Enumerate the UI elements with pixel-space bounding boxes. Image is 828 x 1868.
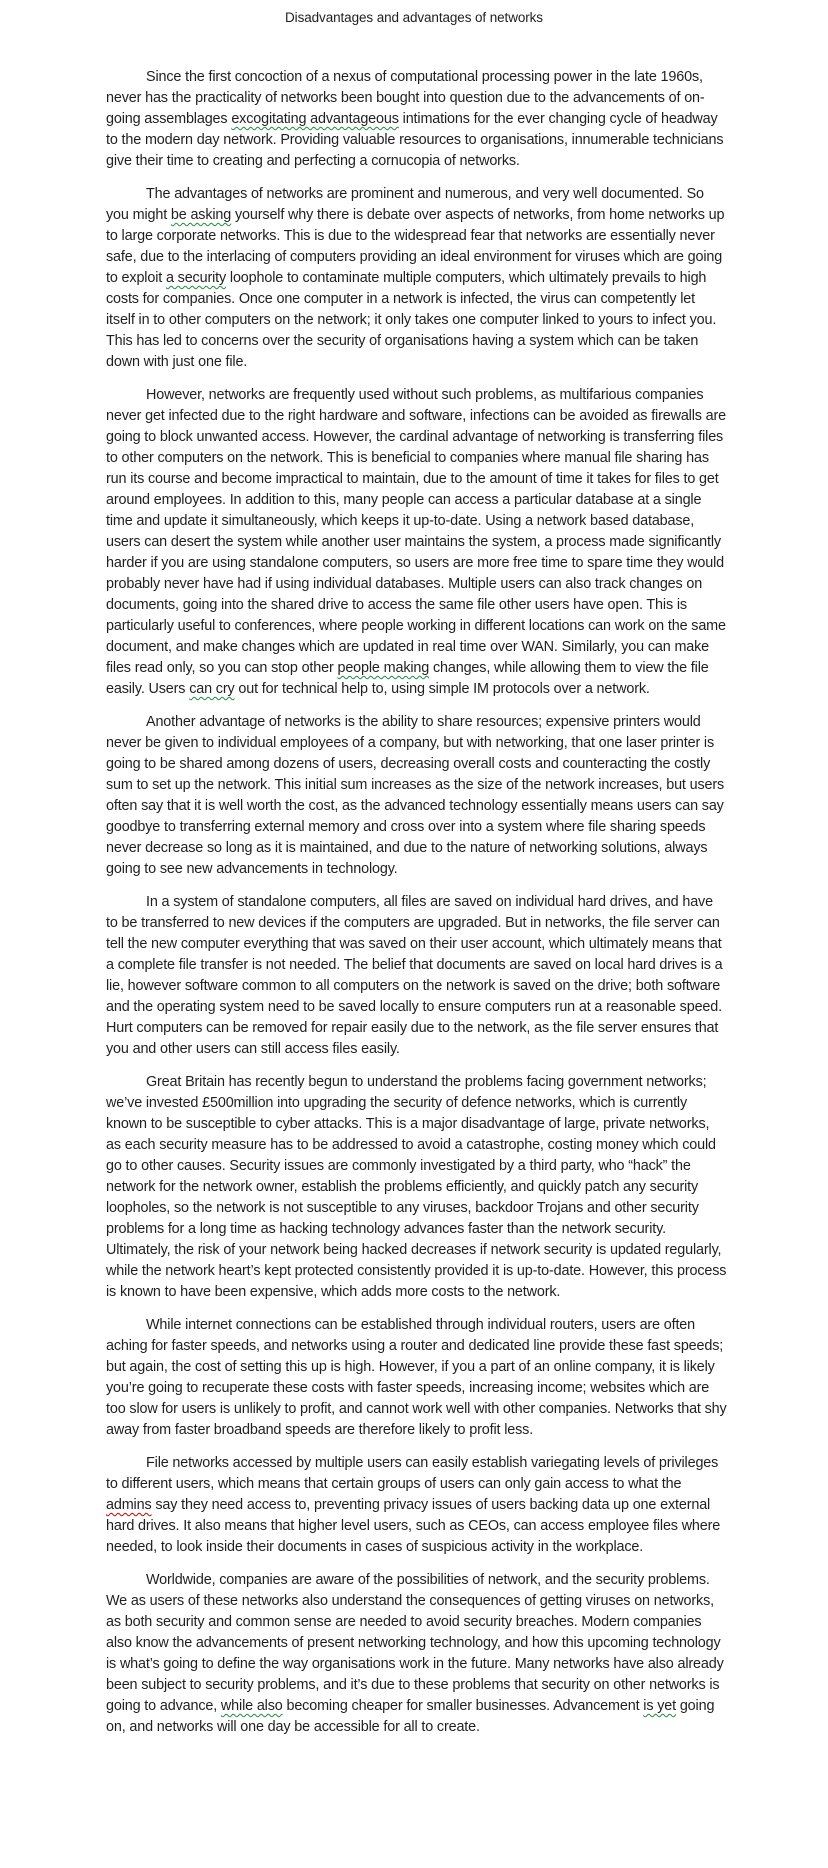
grammar-squiggle-text: people making bbox=[337, 660, 430, 676]
paragraph bbox=[106, 712, 727, 880]
text-run: Another advantage of networks is the ability to share resources; expensive printers would never be given to individual employees of a company, but with networking, that one laser printer is going to be shared among dozens of users, decreasing overall costs and counteracting the costly sum to set up the network. This initial sum increases as the size of the network increases, but users often say that it is well worth the cost, as the advanced technology essentially means users can say goodbye to transferring external memory and cross over into a system where file sharing speeds never decrease so long as it is maintained, and due to the nature of networking solutions, always going to see new advancements in technology. bbox=[106, 714, 725, 877]
grammar-squiggle-text: can cry bbox=[189, 681, 235, 697]
text-run: yourself why there is debate over aspects of networks, from home networks up to large corporate networks. This is due to the widespread fear that networks are essentially never safe, due to the interlacing of computers providing an ideal environment for viruses which are going to exploit bbox=[106, 207, 725, 286]
text-run: Great Britain has recently begun to understand the problems facing government networks; we’ve invested £500million into upgrading the security of defence networks, which is currently known to be susceptible to cyber attacks. This is a major disadvantage of large, private networks, as each security measure has to be addressed to avoid a catastrophe, costing money which could go to other causes. Security issues are commonly investigated by a third party, who “hack” the network for the network owner, establish the problems efficiently, and quickly patch any security loopholes, so the network is not susceptible to any viruses, backdoor Trojans and other security problems for a long time as hacking technology advances faster than the network security. Ultimately, the risk of your network being hacked decreases if network security is updated regularly, while the network heart’s kept protected consistently provided it is up-to-date. However, this process is known to have been expensive, which adds more costs to the network. bbox=[106, 1074, 727, 1300]
text-run: intimations for the ever changing cycle of headway to the modern day network. Providing valuable resources to organisations, innumerable technicians give their time to creating and perfecting a cornucopia of networks. bbox=[106, 111, 724, 169]
paragraph bbox=[106, 1072, 727, 1303]
document-title: Disadvantages and advantages of networks bbox=[285, 10, 543, 25]
text-run: say they need access to, preventing privacy issues of users backing data up one external hard drives. It also means that higher level users, such as CEOs, can access employee files where needed, to look inside their documents in cases of suspicious activity in the workplace. bbox=[106, 1497, 721, 1555]
paragraph bbox=[106, 892, 727, 1060]
grammar-squiggle-text: is yet bbox=[643, 1698, 676, 1714]
paragraph bbox=[106, 1570, 727, 1738]
text-run: While internet connections can be established through individual routers, users are often aching for faster speeds, and networks using a router and dedicated line provide these fast speeds; but again, the cost of setting this up is high. However, if you a part of an online company, it is likely you’re going to recuperate these costs with faster speeds, increasing income; websites which are too slow for users is unlikely to profit, and cannot work well with other companies. Networks that shy away from faster broadband speeds are therefore likely to profit less. bbox=[106, 1317, 727, 1438]
text-run: Worldwide, companies are aware of the possibilities of network, and the security problems. We as users of these networks also understand the consequences of getting viruses on networks, as both security and common sense are needed to avoid security breaches. Modern companies also know the advancements of present networking technology, and how this upcoming technology is what’s going to define the way organisations work in the future. Many networks have also already been subject to security problems, and it’s due to these problems that security on other networks is going to advance, bbox=[106, 1572, 724, 1714]
paragraph bbox=[106, 184, 727, 373]
grammar-squiggle-text: while also bbox=[220, 1698, 283, 1714]
paragraph bbox=[106, 1453, 727, 1558]
paragraph bbox=[106, 67, 727, 172]
text-run: loophole to contaminate multiple computers, which ultimately prevails to high costs for companies. Once one computer in a network is infected, the virus can competently let itself in to other computers on the network; it only takes one computer linked to yours to infect you. This has led to concerns over the security of organisations having a system which can be taken down with just one file. bbox=[106, 270, 717, 370]
text-run: File networks accessed by multiple users can easily establish variegating levels of privileges to different users, which means that certain groups of users can only gain access to what the bbox=[106, 1455, 719, 1492]
text-run: changes, while allowing them to view the file easily. Users bbox=[106, 660, 709, 697]
text-run: However, networks are frequently used without such problems, as multifarious companies never get infected due to the right hardware and software, infections can be avoided as firewalls are going to block unwanted access. However, the cardinal advantage of networking is transferring files to other computers on the network. This is beneficial to companies where manual file sharing has run its course and become impractical to maintain, due to the amount of time it takes for files to get around employees. In addition to this, many people can access a particular database at a single time and update it simultaneously, which keeps it up-to-date. Using a network based database, users can desert the system while another user maintains the system, a process made significantly harder if you are using standalone computers, so users are more free time to spare time they would probably never have had if using individual databases. Multiple users can also track changes on documents, going into the shared drive to access the same file other users have open. This is particularly useful to conferences, where people working in different locations can work on the same document, and make changes which are updated in real time over WAN. Similarly, you can make files read only, so you can stop other bbox=[106, 387, 727, 676]
grammar-squiggle-text: excogitating advantageous bbox=[231, 111, 399, 127]
text-run: out for technical help to, using simple IM protocols over a network. bbox=[234, 681, 650, 697]
text-run: Since the first concoction of a nexus of computational processing power in the late 1960s, never has the practicality of networks been bought into question due to the advancements of on-going assemblages bbox=[106, 69, 705, 127]
text-run: going on, and networks will one day be accessible for all to create. bbox=[106, 1698, 715, 1735]
grammar-squiggle-text: be asking bbox=[170, 207, 232, 223]
spelling-squiggle-text: admins bbox=[106, 1497, 152, 1513]
text-run: The advantages of networks are prominent and numerous, and very well documented. So you might bbox=[106, 186, 704, 223]
grammar-squiggle-text: a security bbox=[165, 270, 227, 286]
text-run: In a system of standalone computers, all files are saved on individual hard drives, and have to be transferred to new devices if the computers are upgraded. But in networks, the file server can tell the new computer everything that was saved on their user account, which ultimately means that a complete file transfer is not needed. The belief that documents are saved on local hard drives is a lie, however software common to all computers on the network is saved on the drive; both software and the operating system need to be saved locally to ensure computers run at a reasonable speed. Hurt computers can be removed for repair easily due to the network, as the file server ensures that you and other users can still access files easily. bbox=[106, 894, 723, 1057]
document-body bbox=[0, 25, 828, 1738]
text-run: becoming cheaper for smaller businesses. Advancement bbox=[282, 1698, 644, 1714]
paragraph bbox=[106, 385, 727, 700]
paragraph bbox=[106, 1315, 727, 1441]
